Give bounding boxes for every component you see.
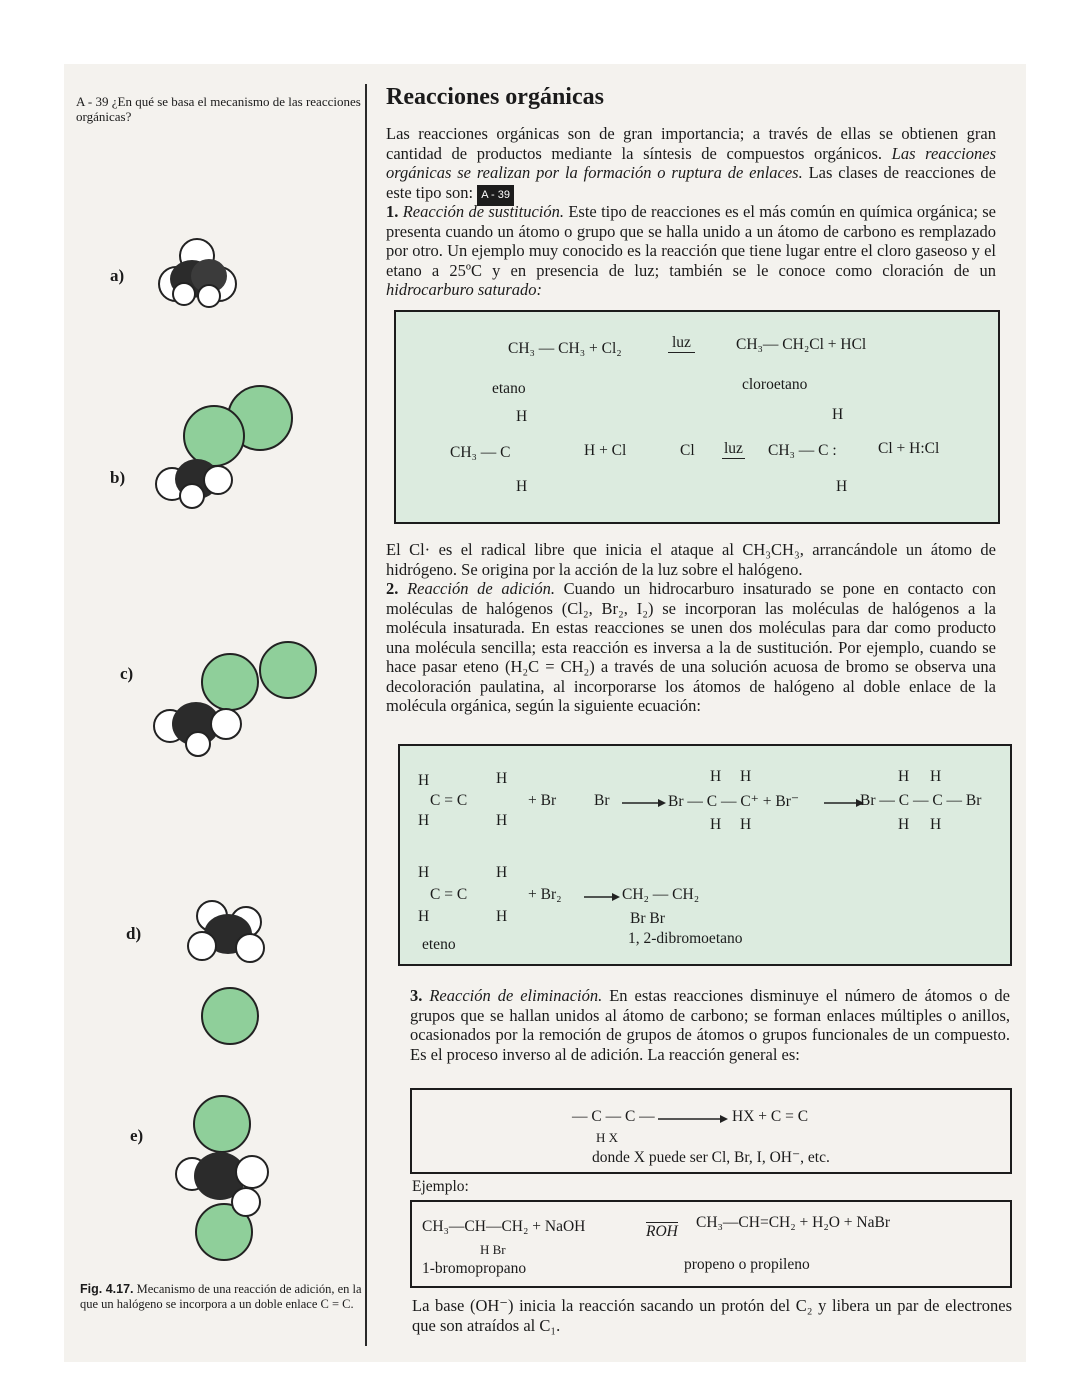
molecule-model-c <box>148 640 318 760</box>
molecule-model-b <box>152 384 302 514</box>
eq1-right: Cl + H:Cl <box>878 440 940 457</box>
eq4-name-left: 1-bromopropano <box>422 1260 527 1277</box>
ejemplo-label: Ejemplo: <box>412 1178 469 1195</box>
question-tag: A - 39 <box>477 185 514 207</box>
eq2-h-top-b: H <box>740 768 752 785</box>
eq1-h-bottom-product: H <box>836 478 848 495</box>
molecule-model-a <box>154 234 244 314</box>
eq2-arrow3 <box>584 892 620 902</box>
eq1-cl: Cl <box>680 442 695 459</box>
eq2-br1: + Br <box>528 792 557 809</box>
eq2-h2: H <box>496 770 508 787</box>
radical-paragraph: El Cl· es el radical libre que inicia el ataque al CH₃CH₃, arrancándole un átomo de hidrógeno. Se origina por la acción de la luz sobre el halógeno. <box>386 540 996 579</box>
eq4-product: CH₃—CH=CH₂ + H₂O + NaBr <box>696 1214 890 1231</box>
elimination-paragraph: 3. Reacción de eliminación. En estas reacciones disminuye el número de átomos o de grupos que se hallan unidos al átomo de carbono; se forman enlaces múltiples o anillos, ocasionados por la remoción de grupos de átomos o grupos funcionales de un compuesto. Es el proceso inverso al de adición. La reacción general es: <box>410 986 1011 1064</box>
eq4-name-right: propeno o propileno <box>684 1256 810 1273</box>
elimination-example-box <box>410 1200 1012 1288</box>
eq1-label-cloroetano: cloroetano <box>742 376 808 393</box>
elimination-general-box <box>410 1088 1012 1174</box>
eq1-label-etano: etano <box>492 380 526 397</box>
eq2-arrow2 <box>824 798 864 808</box>
eq2-arrow1 <box>622 798 666 808</box>
eq1-arrow-label: luz <box>668 334 695 353</box>
eq2-h-top-d: H <box>930 768 942 785</box>
eq2-h4: H <box>496 812 508 829</box>
figure-letter-e: e) <box>130 1126 144 1145</box>
eq2-h-top-c: H <box>898 768 910 785</box>
eq2-b-h4: H <box>496 908 508 925</box>
eq2-h-bot-d: H <box>930 816 942 833</box>
eq2-b-h3: H <box>418 908 430 925</box>
eq1-arrow2-label: luz <box>724 440 743 457</box>
eq2-h-bot-c: H <box>898 816 910 833</box>
eq2-h-top-a: H <box>710 768 722 785</box>
molecule-model-e <box>174 1094 284 1264</box>
caption-label: Fig. 4.17. <box>80 1282 134 1296</box>
eq2-product: Br — C — C — Br <box>860 792 982 809</box>
eq2-label-eteno: eteno <box>422 936 456 953</box>
eq2-b-cc: C = C <box>430 886 468 903</box>
eq2-br2: Br <box>594 792 610 809</box>
addition-equation-box <box>398 744 1012 966</box>
eq2-h1: H <box>418 772 430 789</box>
intro-paragraph: Las reacciones orgánicas son de gran importancia; a través de ellas se obtienen gran cantidad de productos mediante la síntesis de compuestos orgánicos. Las reacciones orgánicas se realizan por la formación o ruptura de enlaces. Las clases de reacciones de este tipo son: A - 39 <box>386 124 996 206</box>
eq2-label-dibromoetano: 1, 2-dibromoetano <box>628 930 743 947</box>
figure-caption <box>80 1282 372 1312</box>
question-text: A - 39 ¿En qué se basa el mecanismo de las reacciones orgánicas? <box>76 94 361 124</box>
eq1-ch3c: CH₃ — C <box>450 444 511 461</box>
figure-letter-a: a) <box>110 266 125 285</box>
eq3-right: HX + C = C <box>732 1108 809 1125</box>
eq2-ch2ch2: CH₂ — CH₂ <box>622 886 700 903</box>
addition-paragraph: 2. Reacción de adición. Cuando un hidrocarburo insaturado se pone en contacto con moléculas de halógenos (Cl₂, Br₂, I₂) se incorporan las moléculas de halógenos a la molécula insaturada. En estas reacciones se unen dos moléculas para dar como producto una molécula sencilla; esta reacción es inversa a la de sustitución. Por ejemplo, cuando se hace pasar eteno (H₂C = CH₂) a través de una solución acuosa de bromo se observa una decoloración paulatina, al incorporarse los átomos de halógeno al doble enlace de la molécula orgánica, según la siguiente ecuación: <box>386 579 996 715</box>
eq3-hx: H X <box>596 1130 619 1145</box>
eq3-donde: donde X puede ser Cl, Br, I, OH⁻, etc. <box>592 1149 830 1166</box>
eq2-brbr: Br Br <box>630 910 665 927</box>
figure-letter-b: b) <box>110 468 126 487</box>
eq4-hbr: H Br <box>480 1242 506 1257</box>
eq1-h-top-product: H <box>832 406 844 423</box>
eq2-h-bot-b: H <box>740 816 752 833</box>
substitution-equation-box <box>394 310 1000 524</box>
book-page <box>64 64 1026 1362</box>
caption-text: Mecanismo de una reacción de adición, en la que un halógeno se incorpora a un doble enlace C = C. <box>80 1282 362 1311</box>
substitution-paragraph: 1. Reacción de sustitución. Este tipo de reacciones es el más común en química orgánica; se presenta cuando un átomo o grupo que se halla unido a un átomo de carbono es remplazado por otro. Un ejemplo muy conocido es la reacción que tiene lugar entre el cloro gaseoso y el etano a 25ºC y en presencia de luz; también se le conoce como cloración de un hidrocarburo saturado: <box>386 202 996 299</box>
eq1-h-bottom: H <box>516 478 528 495</box>
eq2-h-bot-a: H <box>710 816 722 833</box>
eq2-b-br2: + Br₂ <box>528 886 562 903</box>
eq2-h3: H <box>418 812 430 829</box>
eq1-products: CH₃— CH₂Cl + HCl <box>736 336 867 353</box>
figure-letter-d: d) <box>126 924 142 943</box>
eq1-mid: H + Cl <box>584 442 627 459</box>
final-paragraph: La base (OH⁻) inicia la reacción sacando un protón del C₂ y libera un par de electrones que son atraídos al C₁. <box>412 1296 1012 1335</box>
eq3-left: — C — C — <box>572 1108 655 1125</box>
page-title: Reacciones orgánicas <box>386 84 604 110</box>
eq3-arrow <box>658 1114 728 1124</box>
eq1-h-top: H <box>516 408 528 425</box>
eq1-reactants: CH₃ — CH₃ + Cl₂ <box>508 340 622 357</box>
figure-letter-c: c) <box>120 664 134 683</box>
eq4-reactant: CH₃—CH—CH₂ + NaOH <box>422 1218 586 1235</box>
molecule-model-d <box>178 896 278 1056</box>
eq2-cc: C = C <box>430 792 468 809</box>
eq2-carbocation: Br — C — C⁺ + Br⁻ <box>668 793 800 810</box>
eq4-arrow-label: ROH <box>646 1223 678 1240</box>
eq1-ch3c-product: CH₃ — C : <box>768 442 837 459</box>
eq2-b-h2: H <box>496 864 508 881</box>
eq2-b-h1: H <box>418 864 430 881</box>
figure-column <box>64 64 364 1362</box>
column-divider <box>365 84 367 1346</box>
